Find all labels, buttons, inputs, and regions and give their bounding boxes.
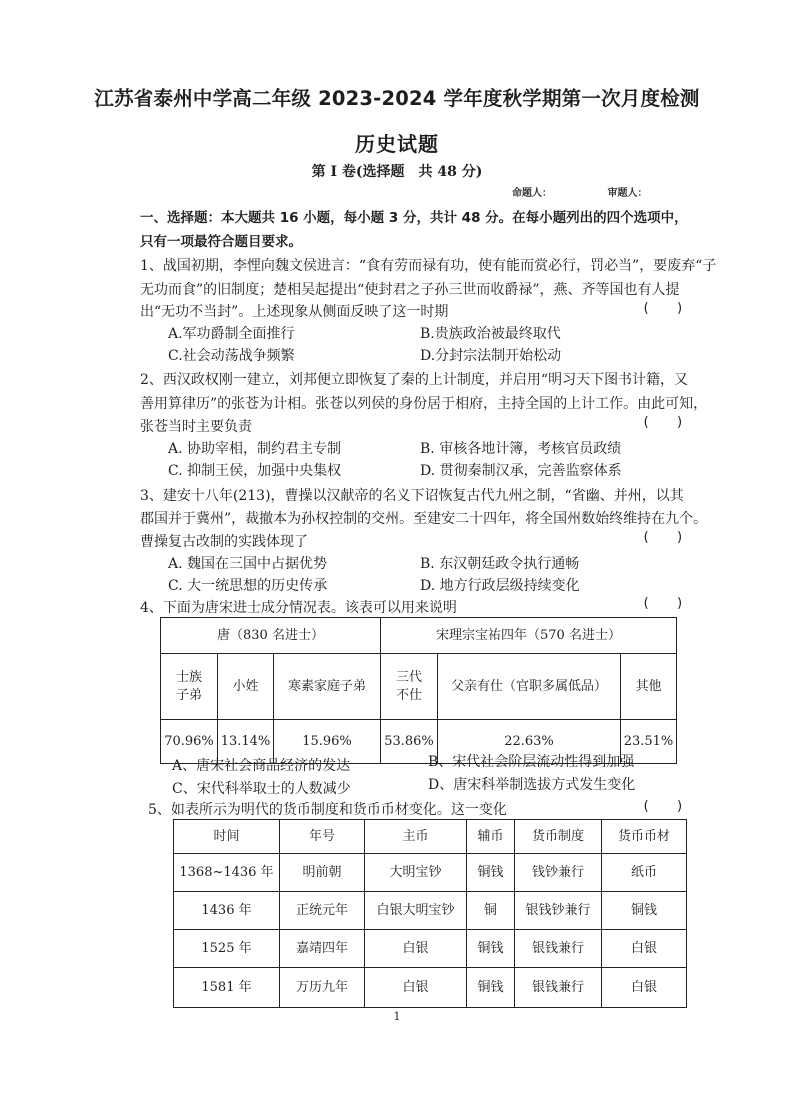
table5-cell: 1525 年 <box>174 930 280 968</box>
q4-option-b: B、宋代社会阶层流动性得到加强 <box>428 754 635 770</box>
q4-option-d: D、唐宋科举制选拔方式发生变化 <box>428 777 636 793</box>
q2-option-a: A. 协助宰相，制约君主专制 <box>168 441 342 457</box>
reviewer-label: 审题人： <box>607 188 648 199</box>
table5-cell: 铜钱 <box>602 892 687 930</box>
q3-stem-line-2: 郡国并于冀州”，裁撤本为孙权控制的交州。至建安二十四年，将全国州数始终维持在九个。 <box>140 511 708 527</box>
table5-header-material: 货币币材 <box>602 820 687 854</box>
table4-col-fuqin: 父亲有仕（官职多属低品） <box>438 654 621 720</box>
q3-option-b: B. 东汉朝廷政令执行通畅 <box>420 556 580 572</box>
table5-cell: 万历九年 <box>280 968 365 1008</box>
q3-stem-line-1: 3、建安十八年(213)，曹操以汉献帝的名义下诏恢复古代九州之制，“省幽、并州，以其 <box>140 488 684 504</box>
page-number: 1 <box>393 1010 401 1023</box>
table5-cell: 白银 <box>602 968 687 1008</box>
exam-title: 江苏省泰州中学高二年级 2023-2024 学年度秋学期第一次月度检测 <box>94 87 700 110</box>
table-row <box>174 854 687 892</box>
table5-cell: 铜钱 <box>467 968 515 1008</box>
table4-val-hansu: 15.96% <box>274 720 381 764</box>
table5-header-aux: 辅币 <box>467 820 515 854</box>
table5-cell: 铜 <box>467 892 515 930</box>
section-title: 第 I 卷(选择题 共 48 分) <box>311 164 483 180</box>
table4-val-xiaoxing: 13.14% <box>218 720 274 764</box>
table-row <box>174 930 687 968</box>
table5-cell: 1436 年 <box>174 892 280 930</box>
table4-val-sandai: 53.86% <box>381 720 438 764</box>
table4-col-qita: 其他 <box>621 654 677 720</box>
q4-option-c: C、宋代科举取士的人数减少 <box>172 781 351 797</box>
q3-option-d: D. 地方行政层级持续变化 <box>420 578 580 594</box>
table5-header-system: 货币制度 <box>515 820 602 854</box>
q5-answer-paren: ( ) <box>642 799 684 814</box>
table5-cell: 明前朝 <box>280 854 365 892</box>
table5-header-main: 主币 <box>365 820 467 854</box>
table5-cell: 1581 年 <box>174 968 280 1008</box>
q1-option-c: C.社会动荡战争频繁 <box>168 348 295 364</box>
author-line <box>512 184 699 199</box>
q3-option-c: C. 大一统思想的历史传承 <box>168 578 328 594</box>
q1-option-a: A.军功爵制全面推行 <box>168 326 295 342</box>
q1-answer-paren: ( ) <box>642 301 684 316</box>
q2-answer-paren: ( ) <box>642 415 684 430</box>
table4-col-sandai <box>381 654 438 720</box>
table5-cell: 1368~1436 年 <box>174 854 280 892</box>
table5-cell: 白银 <box>365 968 467 1008</box>
q1-option-b: B.贵族政治被最终取代 <box>420 326 561 342</box>
q2-stem-line-3: 张苍当时主要负责 <box>140 419 252 435</box>
exam-subtitle: 历史试题 <box>355 132 439 156</box>
table5-cell: 银钱钞兼行 <box>515 892 602 930</box>
table5-cell: 白银大明宝钞 <box>365 892 467 930</box>
table4-val-qita: 23.51% <box>621 720 677 764</box>
q2-option-b: B. 审核各地计簿，考核官员政绩 <box>420 441 622 457</box>
table4-header-song: 宋理宗宝祐四年（570 名进士） <box>381 618 677 654</box>
q2-stem-line-1: 2、西汉政权刚一建立，刘邦便立即恢复了秦的上计制度，并启用“明习天下图书计籍，又 <box>140 372 689 388</box>
q1-stem-line-3: 出“无功不当封”。上述现象从侧面反映了这一时期 <box>140 304 449 320</box>
table5-cell: 白银 <box>365 930 467 968</box>
q4-answer-paren: ( ) <box>642 596 684 611</box>
q1-option-d: D.分封宗法制开始松动 <box>420 348 562 364</box>
table4-col-hansu: 寒素家庭子弟 <box>274 654 381 720</box>
q1-stem-line-2: 无功而食”的旧制度；楚相吴起提出“使封君之子孙三世而收爵禄”，燕、齐等国也有人提 <box>140 282 680 298</box>
table5-cell: 白银 <box>602 930 687 968</box>
table5-header-time: 时间 <box>174 820 280 854</box>
q2-stem-line-2: 善用算律历”的张苍为计相。张苍以列侯的身份居于相府，主持全国的上计工作。由此可知， <box>140 396 708 412</box>
table5-cell: 嘉靖四年 <box>280 930 365 968</box>
q3-option-a: A. 魏国在三国中占据优势 <box>168 556 328 572</box>
table4-val-fuqin: 22.63% <box>438 720 621 764</box>
table-row <box>174 968 687 1008</box>
instructions-line-1: 一、选择题：本大题共 16 小题，每小题 3 分，共计 48 分。在每小题列出的四个选项中， <box>140 210 688 226</box>
table4-col-shizu-l2: 子弟 <box>175 687 202 703</box>
table4-header-tang: 唐（830 名进士） <box>161 618 381 654</box>
q5-stem: 5、如表所示为明代的货币制度和货币币材变化。这一变化 <box>148 802 507 818</box>
table5-cell: 银钱兼行 <box>515 930 602 968</box>
table5-cell: 正统元年 <box>280 892 365 930</box>
table-row <box>174 892 687 930</box>
table-tang-song-jinshi <box>160 617 677 764</box>
q3-stem-line-3: 曹操复古改制的实践体现了 <box>140 534 308 550</box>
q3-answer-paren: ( ) <box>642 530 684 545</box>
table4-val-shizu: 70.96% <box>161 720 218 764</box>
table5-cell: 铜钱 <box>467 930 515 968</box>
q2-option-d: D. 贯彻秦制汉承，完善监察体系 <box>420 463 622 479</box>
table4-col-sandai-l2: 不仕 <box>395 687 422 703</box>
table5-header-reign: 年号 <box>280 820 365 854</box>
instructions-line-2: 只有一项最符合题目要求。 <box>140 234 302 250</box>
table5-cell: 大明宝钞 <box>365 854 467 892</box>
q4-option-a: A、唐宋社会商品经济的发达 <box>172 758 351 774</box>
proposer-label: 命题人： <box>512 188 552 199</box>
table4-col-xiaoxing: 小姓 <box>218 654 274 720</box>
table5-cell: 银钱兼行 <box>515 968 602 1008</box>
table5-cell: 钱钞兼行 <box>515 854 602 892</box>
q1-stem-line-1: 1、战国初期，李悝向魏文侯进言：“食有劳而禄有功，使有能而赏必行，罚必当”，要废弃“子 <box>140 258 717 274</box>
table4-col-shizu-l1: 士族 <box>175 669 202 685</box>
table5-cell: 铜钱 <box>467 854 515 892</box>
table5-cell: 纸币 <box>602 854 687 892</box>
table4-col-shizu <box>161 654 218 720</box>
q4-stem: 4、下面为唐宋进士成分情况表。该表可以用来说明 <box>140 600 457 616</box>
table4-col-sandai-l1: 三代 <box>395 669 422 685</box>
q2-option-c: C. 抑制王侯，加强中央集权 <box>168 463 342 479</box>
table-ming-currency <box>173 819 687 1008</box>
